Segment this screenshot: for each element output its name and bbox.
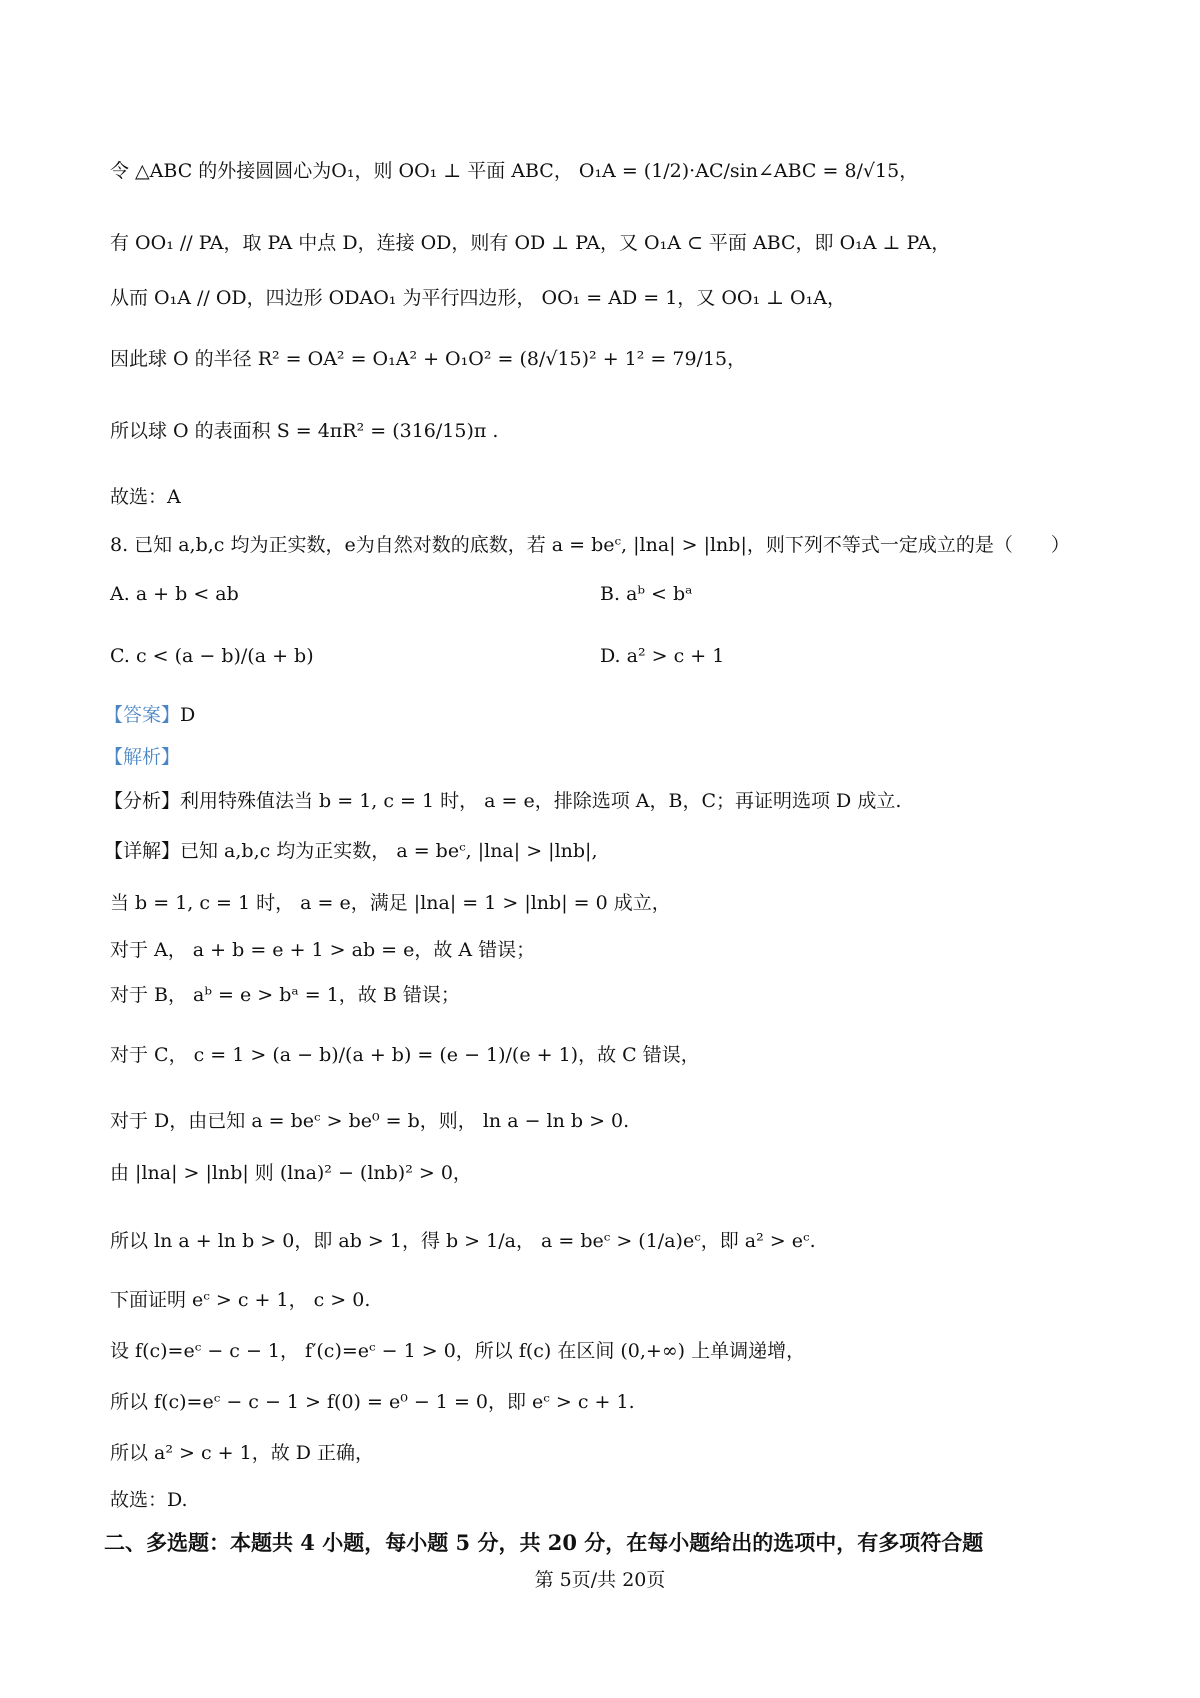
- solution-line: 【分析】利用特殊值法当 b = 1, c = 1 时， a = e，排除选项 A，B，C；再证明选项 D 成立.: [104, 790, 902, 812]
- answer-line: [104, 700, 195, 727]
- solution-line: 所以 f(c)=eᶜ − c − 1 > f(0) = e⁰ − 1 = 0，即 eᶜ > c + 1.: [110, 1391, 635, 1413]
- option-a: [110, 583, 239, 605]
- text-line: 有 OO₁ // PA，取 PA 中点 D，连接 OD，则有 OD ⊥ PA，又 O₁A ⊂ 平面 ABC，即 O₁A ⊥ PA，: [110, 232, 951, 254]
- option-text: a² > c + 1: [626, 645, 725, 667]
- option-label: A.: [110, 583, 130, 605]
- section-heading: 二、多选题：本题共 4 小题，每小题 5 分，共 20 分，在每小题给出的选项中，有多项符合题: [104, 1530, 984, 1555]
- option-label: C.: [110, 645, 130, 667]
- option-d: [600, 645, 724, 667]
- option-text: c < (a − b)/(a + b): [135, 645, 314, 667]
- option-text: aᵇ < bᵃ: [626, 583, 693, 605]
- option-label: B.: [600, 583, 621, 605]
- solution-line: 故选：D.: [110, 1489, 188, 1511]
- answer-value: D: [180, 704, 196, 726]
- analysis-tag: 【解析】: [104, 746, 181, 768]
- option-label: D.: [600, 645, 621, 667]
- text-line: 令 △ABC 的外接圆圆心为O₁，则 OO₁ ⊥ 平面 ABC， O₁A = (1/2)·AC/sin∠ABC = 8/√15，: [110, 160, 919, 182]
- text-line: 所以球 O 的表面积 S = 4πR² = (316/15)π .: [110, 420, 499, 442]
- solution-line: 对于 B， aᵇ = e > bᵃ = 1，故 B 错误；: [110, 984, 460, 1006]
- page-footer: 第 5页/共 20页: [534, 1569, 666, 1591]
- solution-line: 对于 D，由已知 a = beᶜ > be⁰ = b，则， ln a − ln b > 0.: [110, 1110, 630, 1132]
- answer-tag: 【答案】: [104, 704, 181, 726]
- solution-line: 对于 A， a + b = e + 1 > ab = e，故 A 错误；: [110, 939, 536, 961]
- option-text: a + b < ab: [135, 583, 239, 605]
- text-line: 因此球 O 的半径 R² = OA² = O₁A² + O₁O² = (8/√15)² + 1² = 79/15，: [110, 348, 747, 370]
- solution-line: 【详解】已知 a,b,c 均为正实数， a = beᶜ, |lna| > |lnb|,: [104, 840, 598, 862]
- option-c: [110, 645, 314, 667]
- solution-line: 由 |lna| > |lnb| 则 (lna)² − (lnb)² > 0，: [110, 1162, 472, 1184]
- solution-line: 对于 C， c = 1 > (a − b)/(a + b) = (e − 1)/(e + 1)，故 C 错误，: [110, 1044, 700, 1066]
- question-stem: 8. 已知 a,b,c 均为正实数，e为自然对数的底数，若 a = beᶜ, |lna| > |lnb|，则下列不等式一定成立的是（ ）: [110, 534, 1070, 556]
- option-b: [600, 583, 692, 605]
- solution-line: 所以 a² > c + 1，故 D 正确，: [110, 1442, 375, 1464]
- solution-line: 下面证明 eᶜ > c + 1， c > 0.: [110, 1289, 371, 1311]
- text-line: 故选：A: [110, 486, 181, 508]
- solution-line: 设 f(c)=eᶜ − c − 1， f′(c)=eᶜ − 1 > 0，所以 f(c) 在区间 (0,+∞) 上单调递增，: [110, 1340, 806, 1362]
- solution-line: 当 b = 1, c = 1 时， a = e，满足 |lna| = 1 > |lnb| = 0 成立，: [110, 892, 671, 914]
- text-line: 从而 O₁A // OD，四边形 ODAO₁ 为平行四边形， OO₁ = AD = 1，又 OO₁ ⊥ O₁A，: [110, 287, 846, 309]
- solution-line: 所以 ln a + ln b > 0，即 ab > 1，得 b > 1/a， a = beᶜ > (1/a)eᶜ，即 a² > eᶜ.: [110, 1230, 816, 1252]
